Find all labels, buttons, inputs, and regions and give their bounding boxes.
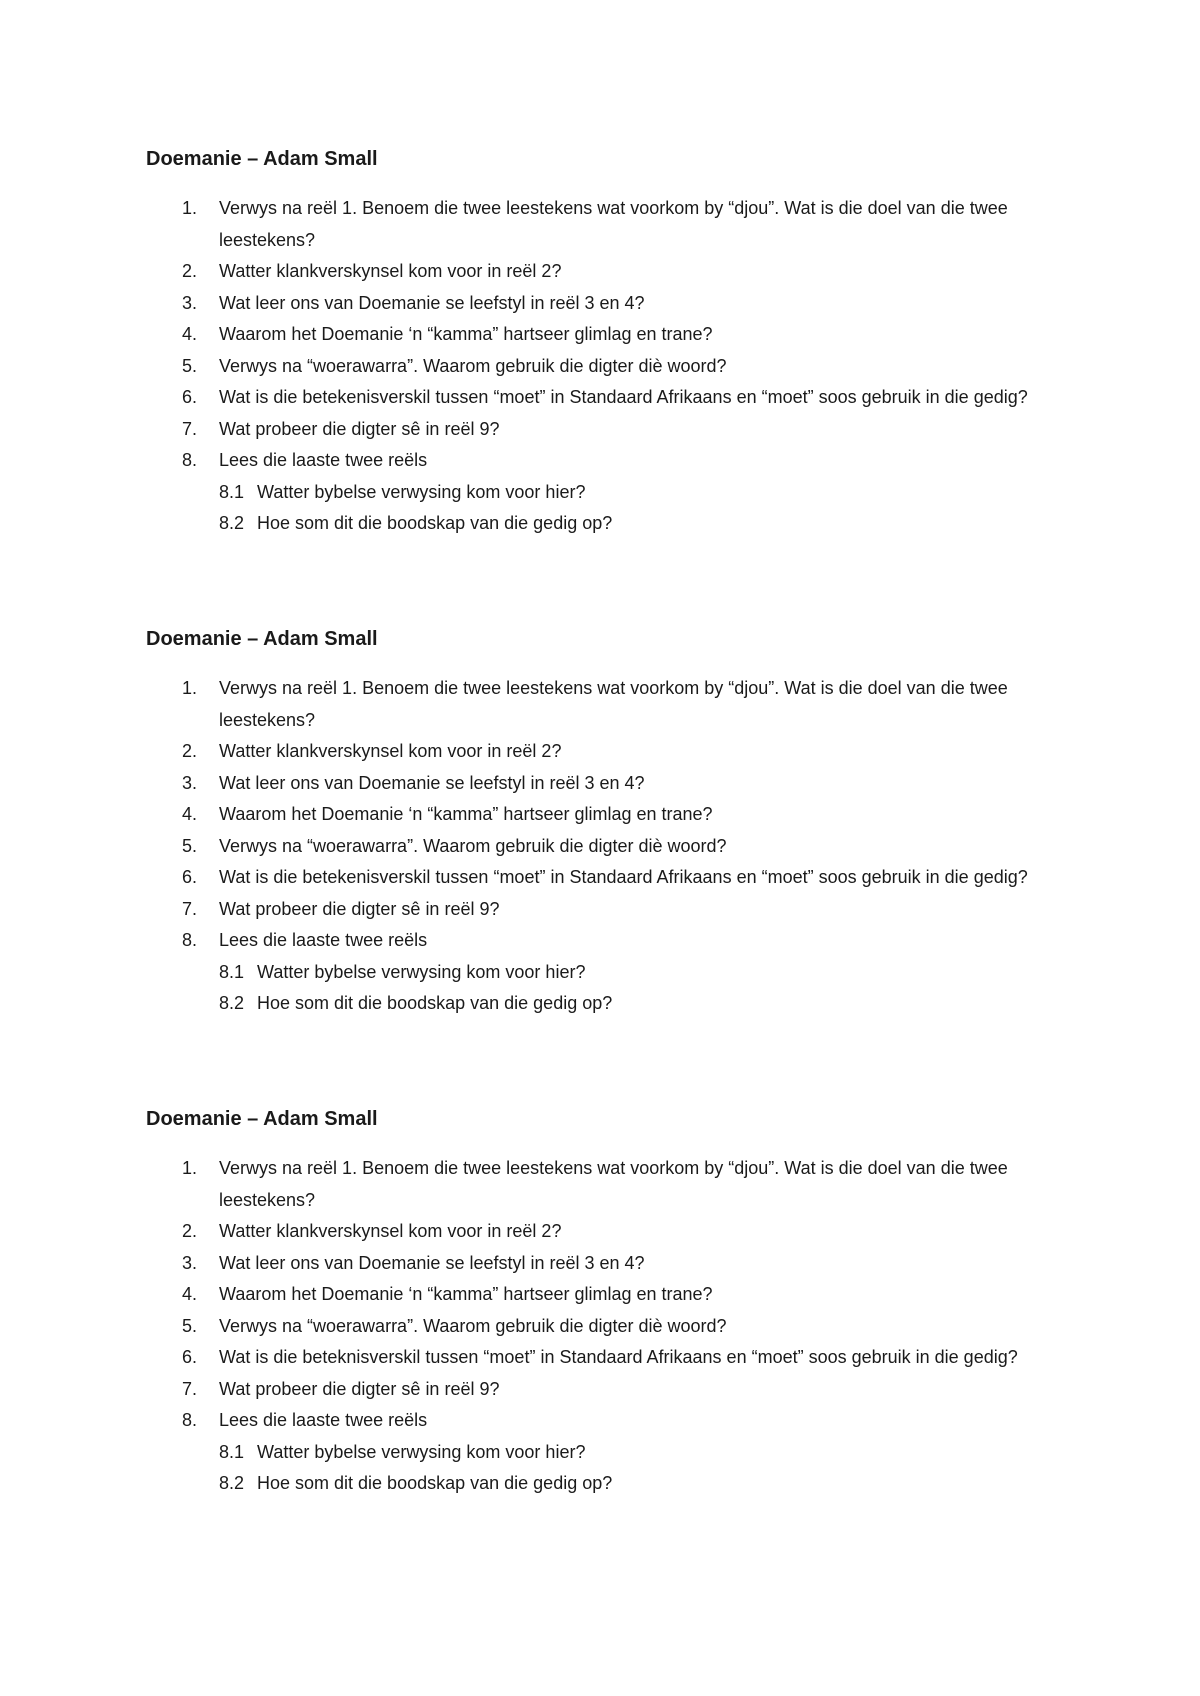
question-text: Waarom het Doemanie ‘n “kamma” hartseer glimlag en trane? — [219, 1284, 713, 1304]
question-text: Lees die laaste twee reëls — [219, 450, 428, 470]
question-item — [146, 1374, 1076, 1406]
question-text: Verwys na “woerawarra”. Waarom gebruik die digter diè woord? — [219, 1315, 727, 1336]
question-item — [146, 1216, 1076, 1248]
question-text: Waarom het Doemanie ‘n “kamma” hartseer glimlag en trane? — [219, 804, 713, 824]
question-item — [146, 894, 1076, 926]
question-number: 5. — [182, 355, 198, 376]
subquestion-item — [146, 957, 1076, 989]
question-number: 6. — [182, 387, 198, 407]
question-text: Wat leer ons van Doemanie se leefstyl in reël 3 en 4? — [219, 772, 645, 793]
question-text: Wat leer ons van Doemanie se leefstyl in reël 3 en 4? — [219, 1252, 645, 1273]
subquestion-number: 8.1 — [219, 481, 245, 502]
question-text: Verwys na reël 1. Benoem die twee leestekens wat voorkom by “djou”. Wat is die doel van die twee leestekens? — [219, 198, 1008, 250]
question-number: 3. — [182, 1252, 198, 1273]
subquestion-number: 8.1 — [219, 1441, 245, 1462]
question-item — [146, 673, 1076, 736]
question-text: Watter klankverskynsel kom voor in reël 2? — [219, 741, 562, 761]
question-item — [146, 1405, 1076, 1437]
question-text: Verwys na reël 1. Benoem die twee leestekens wat voorkom by “djou”. Wat is die doel van die twee leestekens? — [219, 678, 1008, 730]
question-text: Verwys na “woerawarra”. Waarom gebruik die digter diè woord? — [219, 355, 727, 376]
question-number: 2. — [182, 1221, 198, 1241]
question-text: Wat is die beteknisverskil tussen “moet” in Standaard Afrikaans en “moet” soos gebruik in die gedig? — [219, 1347, 1018, 1367]
subquestion-number: 8.2 — [219, 993, 245, 1013]
question-item — [146, 925, 1076, 957]
question-text: Wat probeer die digter sê in reël 9? — [219, 898, 500, 919]
question-number: 1. — [182, 198, 198, 218]
question-list — [146, 193, 1076, 477]
question-number: 4. — [182, 804, 198, 824]
question-item — [146, 319, 1076, 351]
question-item — [146, 382, 1076, 414]
question-section-2 — [146, 625, 1076, 1020]
question-item — [146, 1311, 1076, 1343]
question-item — [146, 1248, 1076, 1280]
question-item — [146, 768, 1076, 800]
question-item — [146, 799, 1076, 831]
question-number: 4. — [182, 324, 198, 344]
question-list — [146, 673, 1076, 957]
question-number: 8. — [182, 450, 198, 470]
question-text: Verwys na “woerawarra”. Waarom gebruik die digter diè woord? — [219, 835, 727, 856]
question-number: 2. — [182, 741, 198, 761]
question-section-1 — [146, 145, 1076, 540]
question-item — [146, 1279, 1076, 1311]
question-section-3 — [146, 1105, 1076, 1500]
subquestion-item — [146, 477, 1076, 509]
question-item — [146, 736, 1076, 768]
question-text: Wat is die betekenisverskil tussen “moet” in Standaard Afrikaans en “moet” soos gebruik in die gedig? — [219, 867, 1028, 887]
question-number: 3. — [182, 292, 198, 313]
subquestion-item — [146, 1437, 1076, 1469]
subquestion-number: 8.2 — [219, 1473, 245, 1493]
question-number: 7. — [182, 418, 198, 439]
question-item — [146, 256, 1076, 288]
question-list — [146, 1153, 1076, 1437]
subquestion-text: Hoe som dit die boodskap van die gedig op? — [257, 1473, 613, 1493]
question-number: 7. — [182, 898, 198, 919]
question-item — [146, 193, 1076, 256]
question-item — [146, 862, 1076, 894]
subquestion-number: 8.2 — [219, 513, 245, 533]
question-text: Wat probeer die digter sê in reël 9? — [219, 418, 500, 439]
subquestion-item — [146, 988, 1076, 1020]
section-title: Doemanie – Adam Small — [146, 628, 378, 650]
question-number: 8. — [182, 1410, 198, 1430]
question-number: 1. — [182, 678, 198, 698]
subquestion-text: Watter bybelse verwysing kom voor hier? — [257, 1441, 586, 1462]
question-number: 8. — [182, 930, 198, 950]
question-text: Verwys na reël 1. Benoem die twee leestekens wat voorkom by “djou”. Wat is die doel van die twee leestekens? — [219, 1158, 1008, 1210]
question-text: Watter klankverskynsel kom voor in reël 2? — [219, 1221, 562, 1241]
question-number: 4. — [182, 1284, 198, 1304]
question-number: 1. — [182, 1158, 198, 1178]
question-item — [146, 1153, 1076, 1216]
question-item — [146, 288, 1076, 320]
question-number: 7. — [182, 1378, 198, 1399]
question-number: 6. — [182, 867, 198, 887]
subquestion-item — [146, 508, 1076, 540]
question-number: 6. — [182, 1347, 198, 1367]
question-item — [146, 831, 1076, 863]
section-title: Doemanie – Adam Small — [146, 1108, 378, 1130]
question-text: Wat is die betekenisverskil tussen “moet” in Standaard Afrikaans en “moet” soos gebruik in die gedig? — [219, 387, 1028, 407]
question-number: 5. — [182, 1315, 198, 1336]
question-text: Waarom het Doemanie ‘n “kamma” hartseer glimlag en trane? — [219, 324, 713, 344]
section-title: Doemanie – Adam Small — [146, 148, 378, 170]
question-number: 5. — [182, 835, 198, 856]
question-number: 3. — [182, 772, 198, 793]
question-text: Watter klankverskynsel kom voor in reël 2? — [219, 261, 562, 281]
subquestion-text: Hoe som dit die boodskap van die gedig op? — [257, 993, 613, 1013]
question-text: Wat leer ons van Doemanie se leefstyl in reël 3 en 4? — [219, 292, 645, 313]
question-item — [146, 445, 1076, 477]
question-text: Lees die laaste twee reëls — [219, 1410, 428, 1430]
subquestion-text: Watter bybelse verwysing kom voor hier? — [257, 961, 586, 982]
question-text: Wat probeer die digter sê in reël 9? — [219, 1378, 500, 1399]
question-number: 2. — [182, 261, 198, 281]
subquestion-text: Hoe som dit die boodskap van die gedig op? — [257, 513, 613, 533]
subquestion-text: Watter bybelse verwysing kom voor hier? — [257, 481, 586, 502]
question-text: Lees die laaste twee reëls — [219, 930, 428, 950]
question-item — [146, 1342, 1076, 1374]
subquestion-number: 8.1 — [219, 961, 245, 982]
question-item — [146, 414, 1076, 446]
subquestion-item — [146, 1468, 1076, 1500]
question-item — [146, 351, 1076, 383]
